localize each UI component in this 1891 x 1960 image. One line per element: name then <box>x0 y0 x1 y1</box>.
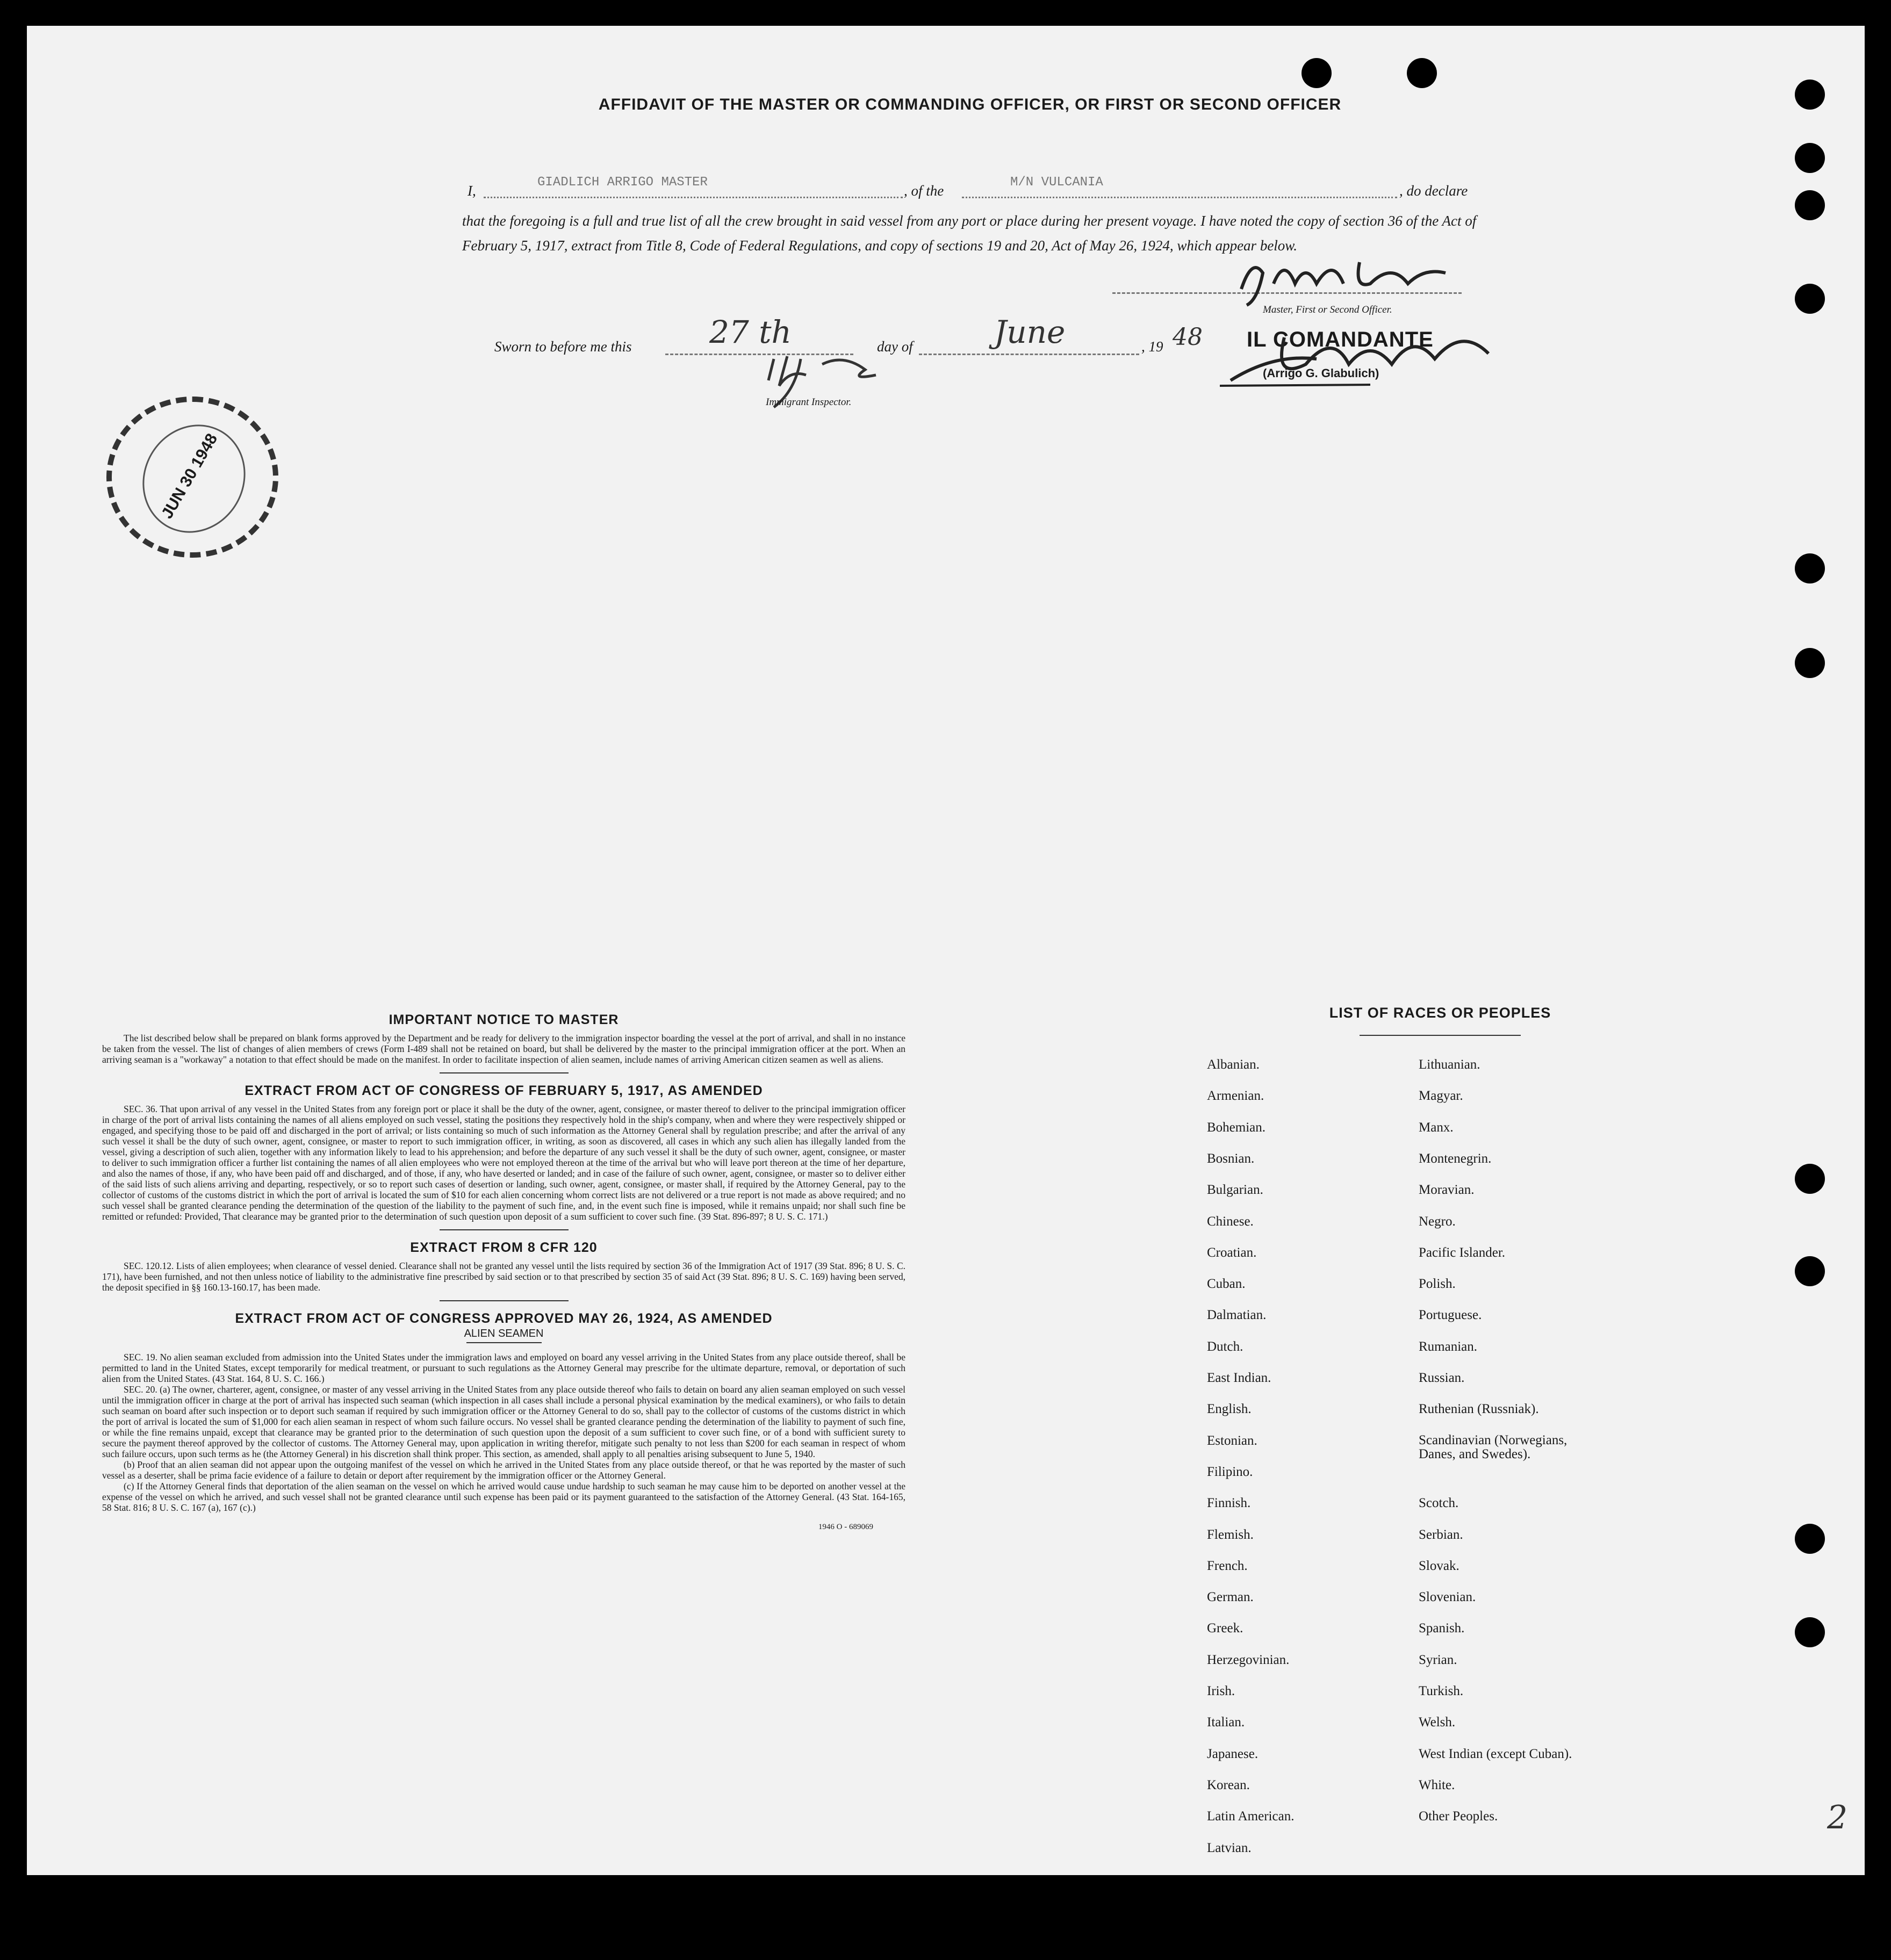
sworn-day: 27 th <box>709 314 792 350</box>
race-item: Armenian. <box>1207 1089 1264 1104</box>
cfr-title: EXTRACT FROM 8 CFR 120 <box>410 1240 598 1255</box>
day-of-label: day of <box>877 338 913 355</box>
punch-hole <box>1795 1256 1825 1286</box>
affidavit-paragraph: that the foregoing is a full and true list of all the crew brought in said vessel from any port or place during her present voyage. I have noted the copy of section 36 of the Act of February 5, 1917, extract from Title 8, Code of Federal Regulations, and copy of sections 19 and 20, Act of May 26, 1924, which appear below. <box>462 213 1477 254</box>
extract-1917-title: EXTRACT FROM ACT OF CONGRESS OF FEBRUARY 5, 1917, AS AMENDED <box>245 1083 763 1098</box>
punch-hole <box>1795 1164 1825 1194</box>
name-field-line <box>484 197 903 198</box>
race-item: Portuguese. <box>1419 1308 1482 1323</box>
typed-name: GIADLICH ARRIGO MASTER <box>537 175 708 190</box>
print-code: 1946 O - 689069 <box>818 1523 873 1531</box>
month-field-line <box>919 354 1139 355</box>
extract-1917-body: SEC. 36. That upon arrival of any vessel in the United States from any foreign port or place it shall be the duty of the owner, agent, consignee, or master thereof to deliver to the principal immigration officer in charge of the port of arrival lists containing the names of all aliens employed on such vessel, stating the positions they respectively hold in the ship's company, when and where they were respectively shipped or engaged, and specifying those to be paid off and discharged in the port of arrival; or lists containing so much of such information as the Attorney General shall by regulation prescribe; and after the arrival of any such vessel it shall be the duty of such owner, agent, consignee, or master to report to such immigration officer, in writing, as soon as discovered, all cases in which any such alien has illegally landed from the vessel, giving a description of such alien, together with any information likely to lead to his apprehension; and before the departure of any such vessel it shall be the duty of such owner, agent, consignee, or master to deliver to such immigration officer a further list containing the names of all alien employees who were not employed thereon at the time of the arrival but who will leave port thereon at the time of her departure, and also the names of those, if any, who have been paid off and discharged, and of those, if any, who have deserted or landed; and in case of the failure of such owner, agent, consignee, or master so to deliver either of the said lists of such aliens arriving and departing, respectively, or so to report such cases of desertion or landing, such owner, agent, consignee, or master shall, if required by the Attorney General, pay to the collector of customs of the customs district in which the port of arrival is located the sum of $10 for each alien concerning whom correct lists are not delivered or a true report is not made as above required; and no such vessel shall be granted clearance pending the determination of the question of the liability to the payment of such fine, and, in the event such fine is imposed, while it remains unpaid; nor shall such fine be remitted or refunded: Provided, That clearance may be granted prior to the determination of such question upon deposit of a sum sufficient to cover such fine. (39 Stat. 896-897; 8 U. S. C. 171.) <box>102 1104 905 1222</box>
punch-hole <box>1795 648 1825 678</box>
race-item: Latin American. <box>1207 1809 1295 1824</box>
year-prefix: , 19 <box>1141 338 1163 355</box>
extract-1924-title: EXTRACT FROM ACT OF CONGRESS APPROVED MAY 26, 1924, AS AMENDED <box>235 1311 773 1326</box>
stamp-inner <box>123 406 265 551</box>
race-item: Manx. <box>1419 1120 1454 1135</box>
typed-vessel: M/N VULCANIA <box>1010 175 1103 190</box>
punch-hole <box>1795 190 1825 220</box>
punch-hole <box>1795 1617 1825 1647</box>
sec20a-body: SEC. 20. (a) The owner, charterer, agent, consignee, or master of any vessel arriving in the United States from any place outside thereof who fails to detain on board any alien seaman employed on such vessel until the immigration officer in charge at the port of arrival has inspected such seaman (which inspection in all cases shall include a personal physical examination by the medical examiners), or who fails to detain such seaman on board after such inspection or to deport such seaman if required by such immigration officer or the Attorney General to do so, shall pay to the collector of customs of the customs district in which the port of arrival is located the sum of $1,000 for each alien seaman in respect of whom such failure occurs. No vessel shall be granted clearance pending the determination of the liability to payment of such fine, or while the fine remains unpaid, except that clearance may be granted prior to the determination of such question upon the deposit of a sum sufficient to cover such fine, or of a bond with sufficient surety to secure the payment thereof approved by the collector of customs. The Attorney General may, upon application in writing therefor, mitigate such penalty to not less than $200 for each seaman in respect of whom such failure occurs, upon such terms as he (the Attorney General) in his discretion shall think proper. This section, as amended, shall apply to all penalties arising subsequent to June 5, 1940. <box>102 1384 905 1459</box>
of-the-label: , of the <box>904 183 944 199</box>
race-item: Italian. <box>1207 1715 1245 1730</box>
sec20c-body: (c) If the Attorney General finds that deportation of the alien seaman on the vessel on which he arrived would cause undue hardship to such seaman he may cause him to be deported on another vessel at the expense of the vessel on which he arrived, and such vessel shall not be granted clearance until such expense has been paid or its payment guaranteed to the satisfaction of the Attorney General. (43 Stat. 164-165, 58 Stat. 816; 8 U. S. C. 167 (a), 167 (c).) <box>102 1481 905 1513</box>
race-item: Ruthenian (Russniak). <box>1419 1402 1539 1417</box>
notice-body: The list described below shall be prepared on blank forms approved by the Department and be ready for delivery to the immigration inspector boarding the vessel at the port of arrival, and shall in no instance be taken from the vessel. The list of changes of alien members of crews (Form I-489 shall not be retained on board, but shall be delivered by the master to the principal immigration officer at the port. When an arriving seaman is a "workaway" a notation to that effect should be made on the manifest. In order to facilitate inspection of alien seamen, include names of arriving American citizen seamen as well as aliens. <box>102 1033 905 1065</box>
race-item: Other Peoples. <box>1419 1809 1498 1824</box>
race-item: Slovak. <box>1419 1558 1459 1573</box>
divider <box>440 1072 569 1073</box>
race-item: Greek. <box>1207 1621 1243 1636</box>
race-item: Flemish. <box>1207 1527 1254 1542</box>
extract-1924-subtitle: ALIEN SEAMEN <box>464 1328 544 1339</box>
sec20b-body: (b) Proof that an alien seaman did not appear upon the outgoing manifest of the vessel on which he arrived in the United States from any place outside thereof, or that he was reported by the master of such vessel as a deserter, shall be prima facie evidence of a failure to detain or deport after requirement by the immigration officer or the Attorney General. <box>102 1459 905 1481</box>
race-item: Montenegrin. <box>1419 1151 1492 1166</box>
divider <box>440 1229 569 1230</box>
punch-hole <box>1795 284 1825 314</box>
punch-hole <box>1795 80 1825 110</box>
sworn-month: June <box>994 314 1066 350</box>
race-item: Chinese. <box>1207 1214 1254 1229</box>
race-item: Syrian. <box>1419 1652 1457 1667</box>
race-item: Croatian. <box>1207 1245 1257 1260</box>
race-item: Estonian. <box>1207 1433 1257 1448</box>
race-item: Herzegovinian. <box>1207 1652 1290 1667</box>
divider <box>440 1300 569 1301</box>
race-item: Latvian. <box>1207 1840 1252 1855</box>
punch-hole <box>1795 143 1825 173</box>
race-item: Scotch. <box>1419 1496 1459 1511</box>
race-item: Finnish. <box>1207 1496 1251 1511</box>
declarant-line <box>468 175 1494 204</box>
race-item: Dalmatian. <box>1207 1308 1267 1323</box>
sec19-body: SEC. 19. No alien seaman excluded from admission into the United States under the immigration laws and employed on board any vessel arriving in the United States from any place outside thereof, shall be permitted to land in the United States, except temporarily for medical treatment, or pursuant to such regulations as the Attorney General may prescribe for the ultimate departure, removal, or deportation of such alien from the United States. (43 Stat. 164, 8 U. S. C. 166.) <box>102 1352 905 1384</box>
master-label: Master, First or Second Officer. <box>1263 304 1392 315</box>
race-item: Japanese. <box>1207 1746 1259 1761</box>
race-item: English. <box>1207 1402 1252 1417</box>
notice-section <box>102 1014 905 1532</box>
declare-label: , do declare <box>1399 183 1468 199</box>
race-item: Serbian. <box>1419 1527 1463 1542</box>
punch-hole <box>1302 58 1332 88</box>
punch-hole <box>1407 58 1437 88</box>
punch-hole <box>1795 553 1825 583</box>
race-item: Turkish. <box>1419 1684 1464 1698</box>
race-item: Dutch. <box>1207 1339 1243 1354</box>
race-item: Filipino. <box>1207 1464 1253 1479</box>
commander-name: (Arrigo G. Glabulich) <box>1263 366 1379 380</box>
race-item: Irish. <box>1207 1684 1235 1698</box>
race-item: Russian. <box>1419 1371 1465 1385</box>
race-item: Polish. <box>1419 1277 1456 1292</box>
i-label: I, <box>468 183 476 199</box>
race-item: Negro. <box>1419 1214 1456 1229</box>
notice-title: IMPORTANT NOTICE TO MASTER <box>389 1012 619 1027</box>
sworn-label: Sworn to before me this <box>494 338 632 355</box>
immigration-date-stamp <box>106 397 278 558</box>
race-item: Rumanian. <box>1419 1339 1478 1354</box>
affidavit-title: AFFIDAVIT OF THE MASTER OR COMMANDING OFFICER, OR FIRST OR SECOND OFFICER <box>598 96 1342 113</box>
inspector-label: Immigrant Inspector. <box>766 397 852 408</box>
race-item: Korean. <box>1207 1777 1250 1792</box>
vessel-field-line <box>962 197 1397 198</box>
document-page <box>27 26 1865 1875</box>
race-item: Welsh. <box>1419 1715 1456 1730</box>
stamp-date: JUN 30 1948 <box>158 430 221 522</box>
race-item: Albanian. <box>1207 1057 1260 1072</box>
commander-stamp: IL COMANDANTE <box>1247 328 1434 351</box>
divider <box>466 1342 542 1343</box>
race-item: White. <box>1419 1777 1455 1792</box>
race-item: Bulgarian. <box>1207 1183 1263 1198</box>
race-item: Spanish. <box>1419 1621 1465 1636</box>
race-item: Pacific Islander. <box>1419 1245 1506 1260</box>
race-item: East Indian. <box>1207 1371 1271 1385</box>
page-mark: 2 <box>1827 1799 1848 1836</box>
commander-signature <box>1209 321 1510 391</box>
race-item: West Indian (except Cuban). <box>1419 1746 1572 1761</box>
punch-hole <box>1795 1524 1825 1554</box>
race-item: German. <box>1207 1590 1254 1605</box>
master-signature <box>1231 251 1456 311</box>
race-item: Moravian. <box>1419 1183 1475 1198</box>
races-title-rule <box>1360 1035 1521 1036</box>
cfr-body: SEC. 120.12. Lists of alien employees; when clearance of vessel denied. Clearance shall not be granted any vessel until the lists required by section 36 of the Immigration Act of 1917 (39 Stat. 896; 8 U. S. C. 171), have been furnished, and not then unless notice of liability to the administrative fine prescribed by said section or to that prescribed by section 35 of said Act (39 Stat. 896; 8 U. S. C. 169) having been served, the deposit specified in §§ 160.13-160.17, has been made. <box>102 1260 905 1293</box>
race-item: Scandinavian (Norwegians, Danes, and Swedes). <box>1419 1432 1568 1461</box>
race-item: Cuban. <box>1207 1277 1246 1292</box>
sworn-year: 48 <box>1173 323 1203 351</box>
race-item: Slovenian. <box>1419 1590 1476 1605</box>
race-item: Magyar. <box>1419 1089 1463 1104</box>
race-item: French. <box>1207 1558 1248 1573</box>
race-item: Bosnian. <box>1207 1151 1255 1166</box>
races-title: LIST OF RACES OR PEOPLES <box>1329 1005 1551 1021</box>
race-item: Lithuanian. <box>1419 1057 1480 1072</box>
race-item: Bohemian. <box>1207 1120 1266 1135</box>
